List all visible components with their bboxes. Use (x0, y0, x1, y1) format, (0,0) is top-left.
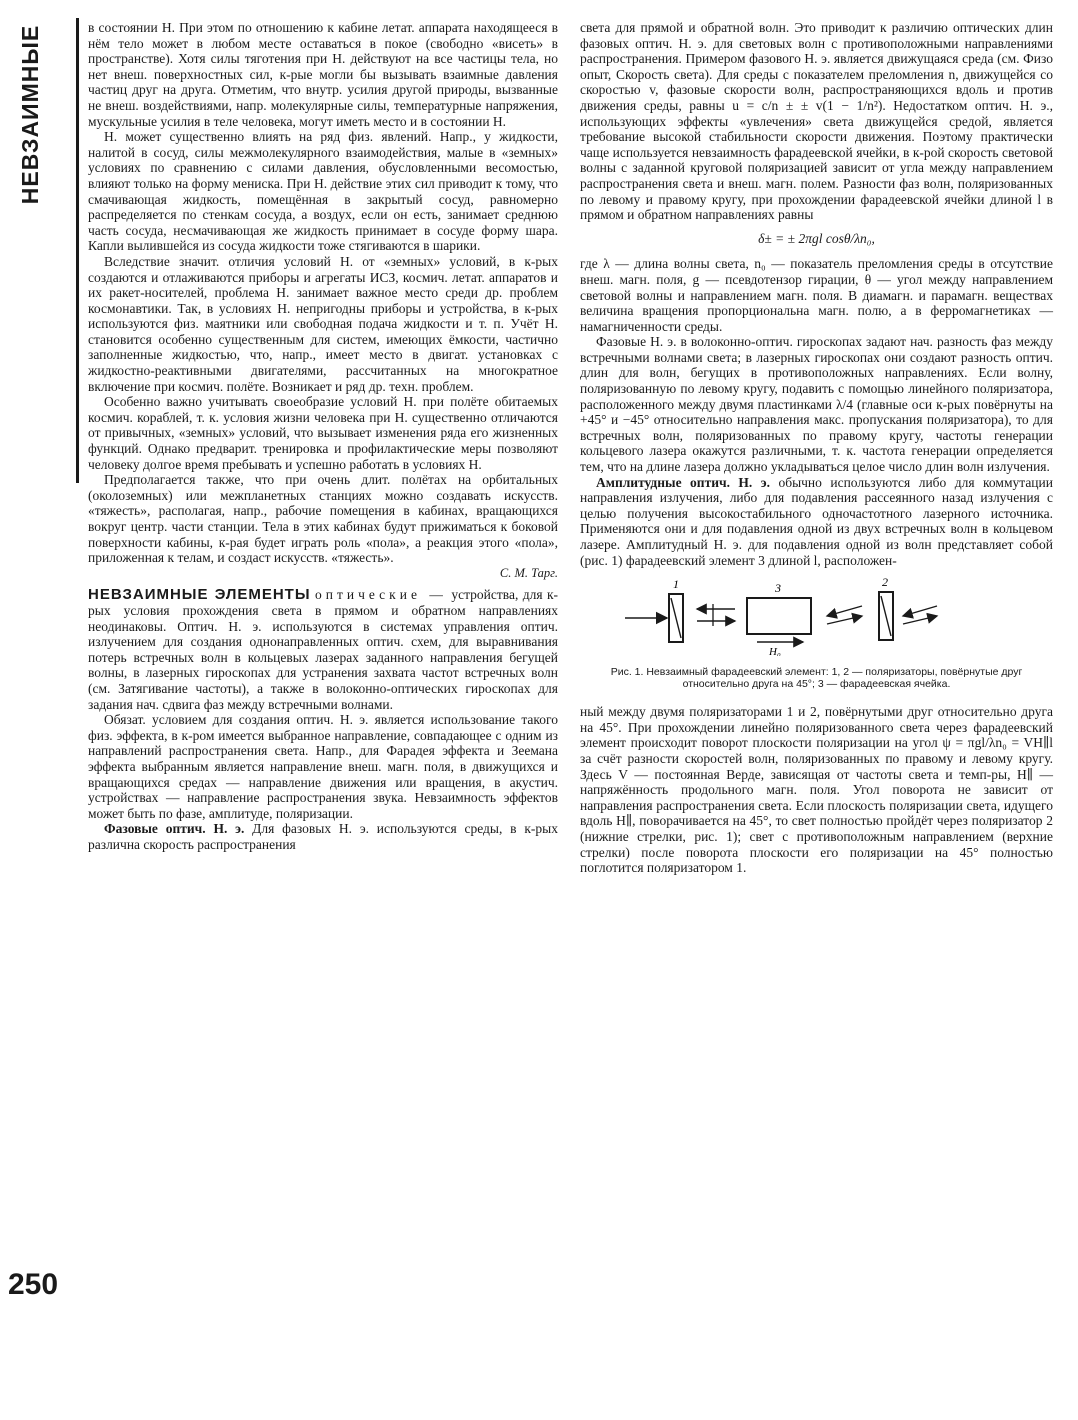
paragraph: Н. может существенно влиять на ряд физ. явлений. Напр., у жидкости, налитой в сосуд, силы межмолекулярного взаимодействия, малые в «земных» условиях по сравнению с силами давления, обусловленными весомостью, влияют только на форму мениска. При Н. действие этих сил приводит к тому, что смачивающая жидкость, помещённая в закрытый сосуд, равномерно распределяется по стенкам сосуда, а воздух, если он есть, занимает среднюю часть сосуда, несмачивающая же жидкость принимает в сосуде форму шара. Капли вылившейся из сосуда жидкости тоже стягиваются в шарики. (88, 129, 558, 254)
paragraph: ный между двумя поляризаторами 1 и 2, повёрнутыми друг относительно друга на 45°. При прохождении линейно поляризованного света через фарадеевский элемент происходит поворот плоскости поляризации на угол ψ = πgl/λn₀ = VH∥l за счёт разности скоростей волн, поляризованных по правому и левому кругу. Здесь V — постоянная Верде, зависящая от частоты света и темп-ры, H∥ — напряжённость продольного магн. поля. Угол поворота не зависит от направления распространения света. Если плоскость поляризации света, идущего вдоль H∥, поворачивается на 45°, то свет полностью пройдёт через поляризатор 2 (нижние стрелки, рис. 1); свет с противоположным направлением (верхние стрелки) после поворота плоскости его поляризации на 45° полностью поглотится поляризатором 1. (580, 704, 1053, 876)
polarizer-1-axis (671, 598, 681, 638)
subheading: Амплитудные оптич. Н. э. (596, 474, 770, 490)
formula: δ± = ± 2πgl cosθ/λn₀, (758, 230, 875, 246)
paragraph: света для прямой и обратной волн. Это приводит к различию оптических длин фазовых оптич. Н. э. для световых волн с противоположными направлениями распространения. Примером фазового Н. э. является движущаяся среда (см. Физо опыт, Скорость света). Для среды с показателем преломления n, движущейся со скоростью v, фазовые скорости волн, распространяющихся вдоль и против движения среды, равны u = c/n ± ± v(1 − 1/n²). Недостатком оптич. Н. э., использующих эффекты «увлечения» света движущейся средой, является требование высокой стабильности скорости движения. Поэтому практически чаще используется невзаимность фарадеевской ячейки, в к-рой скорость световой волны с заданной круговой поляризацией зависит от угла между направлением распространения света и внеш. магн. полем. Разности фаз волн, поляризованных по левому и правому кругу, при прохождении фарадеевской ячейки длиной l в прямом и обратном направлениях равны (580, 20, 1053, 223)
faraday-element-diagram (617, 576, 1017, 656)
subheading: Фазовые оптич. Н. э. (104, 821, 245, 837)
running-head: НЕВЗАИМНЫЕ (17, 24, 44, 204)
column-left (88, 20, 558, 852)
paragraph (580, 475, 1053, 569)
author-signature: С. М. Тарг. (499, 565, 558, 580)
label-2: 2 (881, 576, 888, 590)
paragraph: в состоянии Н. При этом по отношению к кабине летат. аппарата находящееся в нём тело может в любом месте оставаться в покое (свободно «висеть» в пространстве). Хотя силы тяготения при Н. действуют на все частицы тела, но нет внеш. поверхностных сил, к-рые могли бы вызывать взаимные давления частиц друг на друга. Отметим, что внутр. усилия другой природы, вызванные не внеш. воздействиями, напр. молекулярные силы, температурные напряжения, мускульные усилия в теле человека, могут иметь место и в состоянии Н. (88, 20, 558, 129)
forward-arrow-2 (827, 616, 862, 624)
label-field: H₀ (768, 646, 781, 657)
polarizer-2-axis (881, 596, 891, 636)
label-1: 1 (672, 577, 679, 592)
reverse-arrow-3 (903, 606, 937, 616)
reverse-arrow-2 (827, 606, 862, 616)
faraday-cell (747, 598, 811, 634)
figure-caption: Рис. 1. Невзаимный фарадеевский элемент: 1, 2 — поляризаторы, повёрнутые друг относительно друга на 45°; 3 — фарадеевская ячейка. (610, 666, 1023, 691)
entry-headword: НЕВЗАИМНЫЕ ЭЛЕМЕНТЫ (88, 586, 311, 604)
paragraph: Предполагается также, что при очень длит. полётах на орбитальных (околоземных) или межпланетных станциях можно создавать искусств. «тяжесть», располагая, напр., рабочие помещения в кабинах, вращающихся вокруг центр. части станции. Тела в этих кабинах будут прижиматься к боковой поверхности кабины, к-рая будет играть роль «пола», а реакция этого «пола», приложенная к телам, и создаст искусств. «тяжесть». (88, 472, 558, 566)
paragraph: Обязат. условием для создания оптич. Н. э. является использование такого физ. эффекта, в к-ром имеется выбранное направление, совпадающее с одним из направлений распространения света. Напр., для Фарадея эффекта и Зеемана эффекта выбранным является направление внеш. магн. поля, в движущихся и вращающихся средах — направление движения или вращения, в акустич. устройствах — направление распространения звука. Невзаимность эффектов может быть по фазе, амплитуде, поляризации. (88, 712, 558, 821)
page-number: 250 (8, 1268, 59, 1301)
paragraph: Особенно важно учитывать своеобразие условий Н. при полёте обитаемых космич. кораблей, т. к. условия жизни человека при Н. существенно отличаются от привычных, «земных» условий, что вызывает изменения ряда его жизненных функций. Однако предварит. тренировка и профилактические меры позволяют человеку долгое время пребывать и успешно работать в условиях Н. (88, 394, 558, 472)
entry-text: устройства, для к-рых условия прохождения света в прямом и обратном направлениях неодинаковы. Оптич. Н. э. используются в системах управления оптич. излучением для создания однонаправленных оптич. схем, для выравнивания потерь встречных волн в кольцевых лазерах заданного направления бегущей волны, в лазерных гироскопах для устранения захвата частот встречных волн (см. Затягивание частоты), а также в волоконно-оптических гироскопах для задания нач. сдвига фаз между встречными волнами. (88, 587, 559, 712)
paragraph: Вследствие значит. отличия условий Н. от «земных» условий, в к-рых создаются и отлаживаются приборы и агрегаты ИСЗ, космич. летат. аппаратов и их ракет-носителей, проблема Н. занимает важное место среди др. проблем космонавтики. Так, в условиях Н. непригодны приборы и устройства, в к-рых используются физ. маятники или свободная подача жидкости и т. п. Учёт Н. становится особенно существенным для систем, имеющих ёмкости, частично заполненные жидкостью, что, напр., имеет место в двигат. установках с жидкостно-реактивными двигателями, рассчитанных на многократное включение при космич. полёте. Возникает и ряд др. техн. проблем. (88, 253, 558, 394)
entry-paragraph (88, 587, 558, 712)
label-3: 3 (774, 581, 781, 596)
figure-faraday-element (580, 576, 1053, 656)
paragraph: Фазовые Н. э. в волоконно-оптич. гироскопах задают нач. разность фаз между встречными волнами света; в лазерных гироскопах они создают разность оптич. длин для волн, бегущих в противоположных направлениях. Если волну, поляризованную по левому кругу, подавить с помощью линейного поляризатора, расположенного между двумя пластинками λ/4 (главные оси к-рых повёрнуты на +45° и −45° относительно направления макс. пропускания поляризатора), то для встречных волн, поляризованных по правому кругу, частоты генерации кольцевого лазера окажутся различными, т. к. частота генерации определяется тем, что на длине лазера должно укладываться целое число длин волн излучения. (580, 334, 1053, 475)
margin-rule (76, 18, 79, 483)
paragraph-text: обычно используются либо для коммутации направления излучения, либо для подавления рассеянного назад излучения с целью получения высокостабильного одночастотного лазерного источника. Применяются они и для подавления одной из двух встречных волн в кольцевом лазере. Амплитудный Н. э. для подавления одной из волн представляет собой (рис. 1) фарадеевский элемент 3 длиной l, расположен- (580, 474, 1053, 568)
entry-subtitle: оптические — (314, 587, 447, 603)
paragraph: где λ — длина волны света, n₀ — показатель преломления среды в отсутствие внеш. магн. поля, g — псевдотензор гирации, θ — угол между направлением световой волны и направлением магн. поля. В диамагн. и парамагн. веществах величина вращения пропорциональна магн. полю, а в ферромагнетиках — намагниченности среды. (580, 256, 1053, 334)
paragraph (88, 821, 558, 852)
output-arrow (903, 616, 937, 624)
column-right (580, 20, 1053, 876)
paragraph-text: Для фазовых Н. э. используются среды, в к-рых различна скорость распространения (88, 821, 558, 852)
